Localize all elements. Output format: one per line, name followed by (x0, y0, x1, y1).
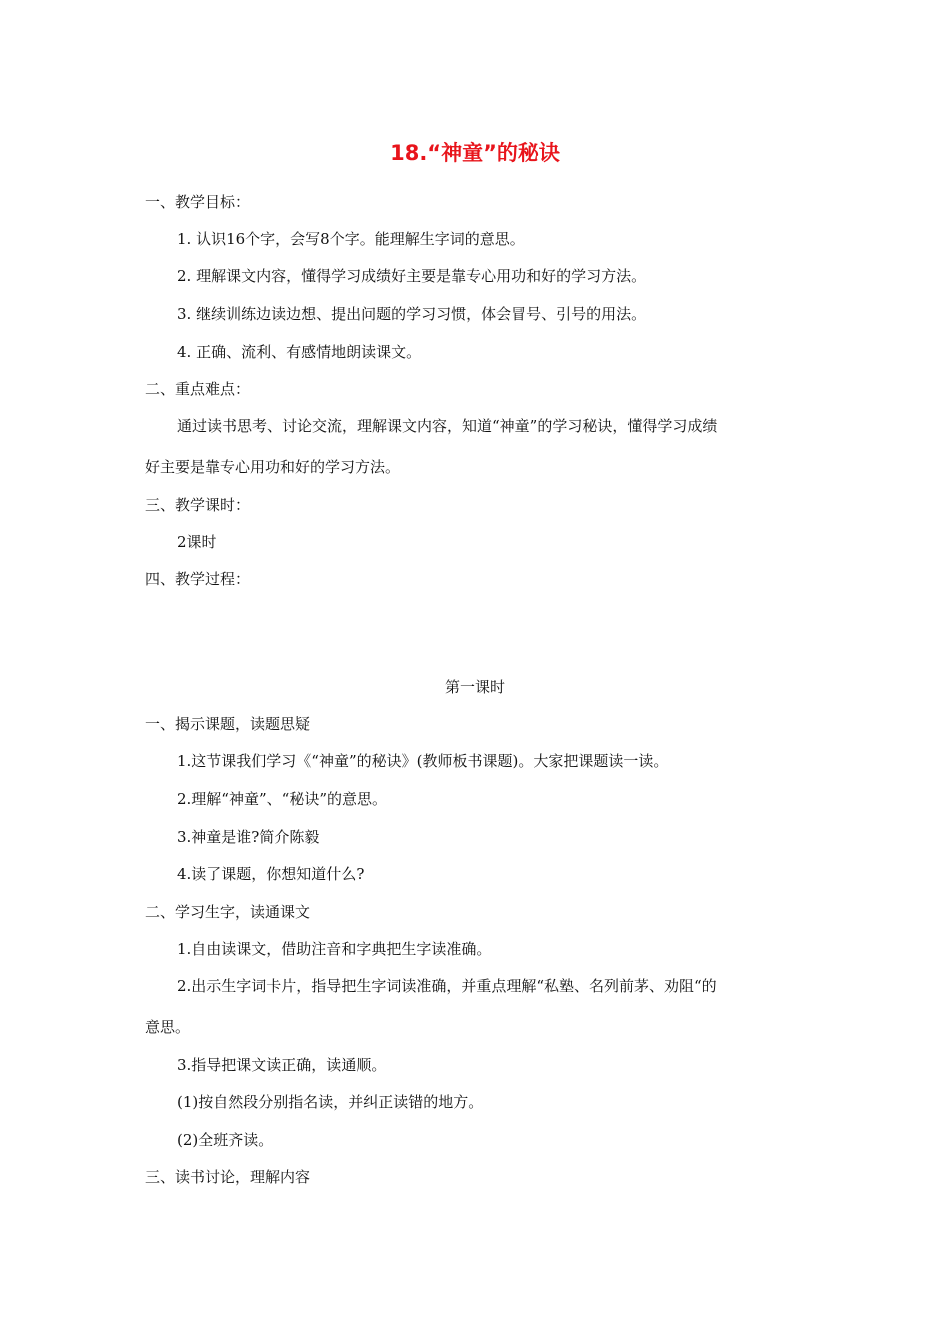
part2-item-1: 1.自由读课文，借助注音和字典把生字读准确。 (177, 940, 492, 958)
section-heading-key-points: 二、重点难点： (145, 380, 251, 398)
section-heading-teaching-process: 四、教学过程： (145, 570, 251, 588)
key-points-line-2: 好主要是靠专心用功和好的学习方法。 (145, 458, 401, 476)
goal-item-4: 4. 正确、流利、有感情地朗读课文。 (177, 343, 422, 361)
part1-item-1: 1.这节课我们学习《“神童”的秘诀》(教师板书课题)。大家把课题读一读。 (177, 752, 669, 770)
goal-item-1: 1. 认识16个字，会写8个字。能理解生字词的意思。 (177, 230, 525, 248)
lesson-heading: 第一课时 (444, 678, 505, 696)
goal-item-2: 2. 理解课文内容，懂得学习成绩好主要是靠专心用功和好的学习方法。 (177, 267, 647, 285)
part1-item-3: 3.神童是谁?简介陈毅 (177, 828, 320, 846)
part2-heading: 二、学习生字，读通课文 (145, 903, 311, 921)
section-heading-teaching-goals: 一、教学目标： (145, 193, 251, 211)
part3-heading: 三、读书讨论，理解内容 (145, 1168, 311, 1186)
part2-subitem-1: (1)按自然段分别指名读，并纠正读错的地方。 (177, 1093, 484, 1111)
document-title: 18.“神童”的秘诀 (390, 141, 560, 165)
part2-subitem-2: (2)全班齐读。 (177, 1131, 274, 1149)
part1-heading: 一、揭示课题，读题思疑 (145, 715, 311, 733)
goal-item-3: 3. 继续训练边读边想、提出问题的学习习惯，体会冒号、引号的用法。 (177, 305, 647, 323)
part2-item-2-line-1: 2.出示生字词卡片，指导把生字词读准确，并重点理解“私塾、名列前茅、劝阻“的 (177, 977, 717, 995)
key-points-line-1: 通过读书思考、讨论交流，理解课文内容，知道“神童”的学习秘诀，懂得学习成绩 (177, 417, 718, 435)
section-heading-class-hours: 三、教学课时： (145, 496, 251, 514)
part2-item-2-line-2: 意思。 (145, 1018, 191, 1036)
class-hours-value: 2课时 (177, 533, 217, 551)
part1-item-4: 4.读了课题，你想知道什么? (177, 865, 365, 883)
part1-item-2: 2.理解“神童”、“秘诀”的意思。 (177, 790, 387, 808)
part2-item-3: 3.指导把课文读正确，读通顺。 (177, 1056, 387, 1074)
